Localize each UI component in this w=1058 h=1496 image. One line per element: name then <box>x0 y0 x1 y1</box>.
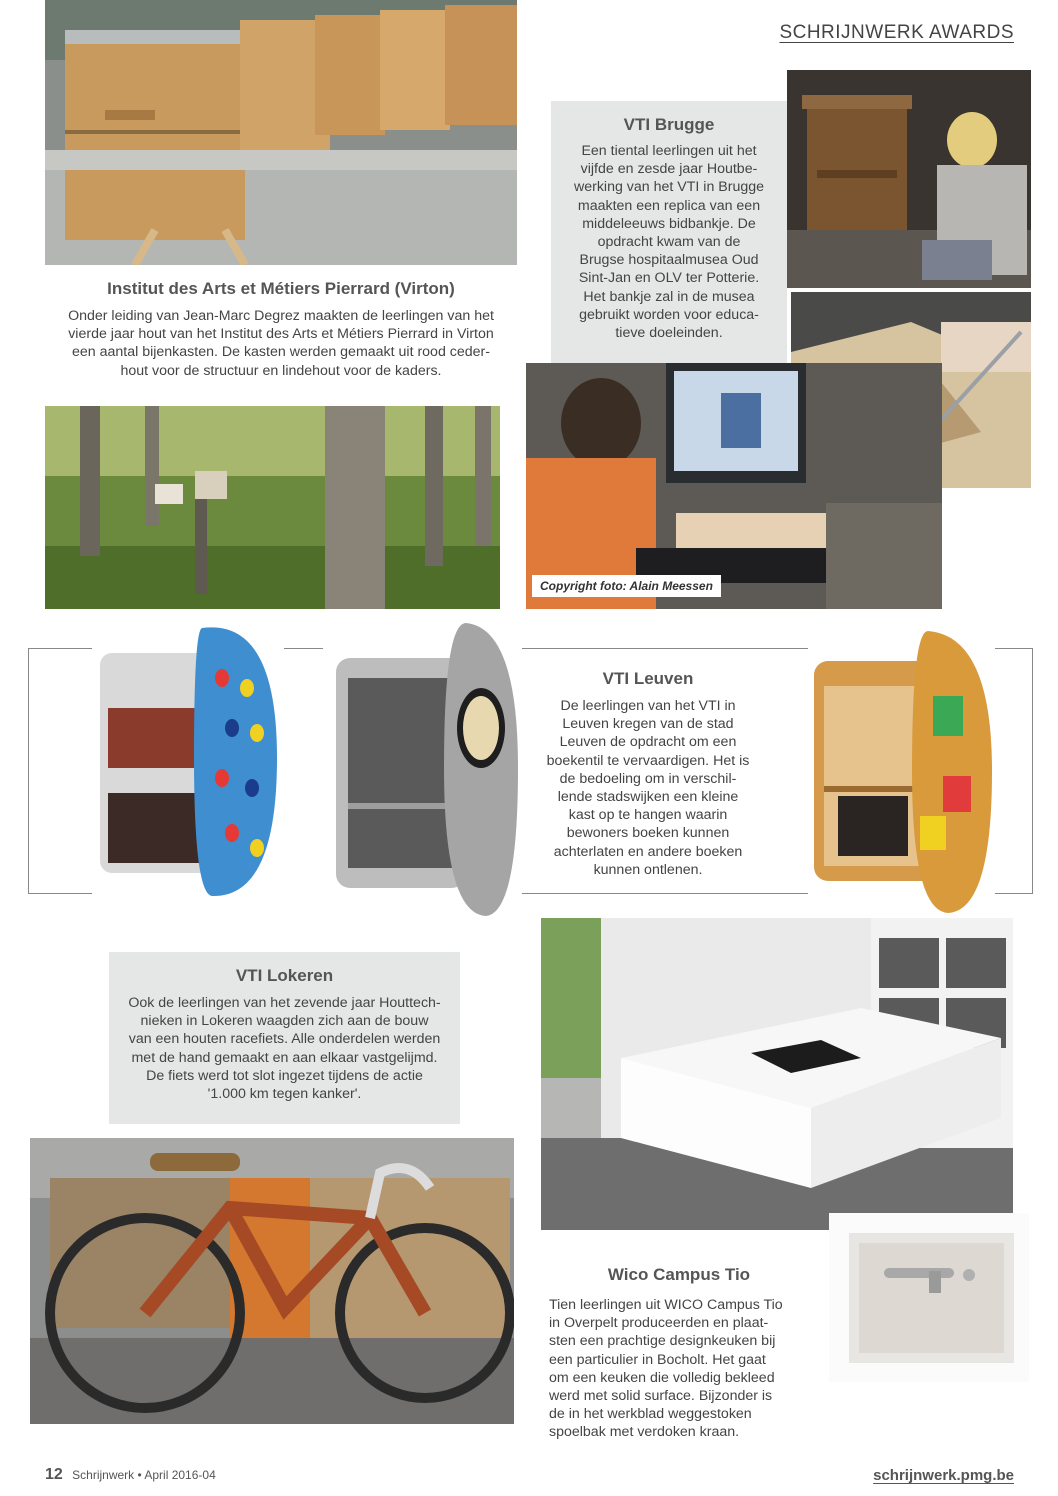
wico-heading: Wico Campus Tio <box>607 1265 751 1284</box>
brugge-heading: VTI Brugge <box>623 115 715 134</box>
brugge-text-box <box>551 101 787 363</box>
wico-text-line: de in het werkblad weggestoken <box>549 1406 752 1423</box>
brugge-text-line: gebruikt worden voor educa- <box>579 306 759 323</box>
lokeren-text-box <box>109 952 460 1124</box>
leuven-text-line: boekentil te vervaardigen. Het is <box>546 752 750 769</box>
beehives-workshop-photo <box>45 0 517 265</box>
lokeren-text-line: Ook de leerlingen van het zevende jaar Houttech- <box>128 995 441 1011</box>
wico-text-line: sten een prachtige designkeuken bij <box>549 1333 776 1350</box>
forest-beehives-photo <box>45 406 500 609</box>
leuven-text-line: kunnen ontlenen. <box>593 861 703 878</box>
wico-text-line: spoelbak met verdoken kraan. <box>549 1424 740 1441</box>
leuven-text-line: achterlaten en andere boeken <box>553 843 743 860</box>
section-label: SCHRIJNWERK AWARDS <box>779 22 1014 43</box>
leuven-text-line: bewoners boeken kunnen <box>566 825 730 842</box>
leuven-text-line: de bedoeling om in verschil- <box>559 770 737 787</box>
virton-text-line: een aantal bijenkasten. De kasten werden gemaakt uit rood ceder- <box>72 344 490 361</box>
wico-text-line: werd met solid surface. Bijzonder is <box>549 1388 773 1405</box>
wico-text-line: in Overpelt produceerden en plaat- <box>549 1315 769 1332</box>
lokeren-heading: VTI Lokeren <box>235 966 334 985</box>
leuven-frame-bottom-left <box>28 893 93 894</box>
leuven-frame-top-mid <box>283 648 323 649</box>
footer-publication <box>45 1466 216 1484</box>
wooden-racebike-photo <box>30 1138 514 1424</box>
wico-text-line: Tien leerlingen uit WICO Campus Tio <box>549 1297 783 1313</box>
wico-text-line: om een keuken die volledig bekleed <box>549 1369 775 1386</box>
leuven-text-line: Leuven kregen van de stad <box>562 716 734 733</box>
leuven-text-line: Leuven de opdracht om een <box>559 734 737 751</box>
leuven-frame-top-right <box>520 648 810 649</box>
leuven-frame-left <box>28 648 29 894</box>
brugge-text-line: vijfde en zesde jaar Houtbe- <box>580 161 758 178</box>
boekentil-grey-photo <box>326 618 522 918</box>
brugge-text-line: Brugse hospitaalmusea Oud <box>579 252 759 269</box>
lokeren-text-line: De fiets werd tot slot ingezet tijdens de actie <box>146 1067 423 1084</box>
leuven-text-line: De leerlingen van het VTI in <box>560 698 736 714</box>
leuven-text-line: lende stadswijken een kleine <box>557 789 739 806</box>
page-number: 12 <box>45 1466 63 1483</box>
leuven-text-line: kast op te hangen waarin <box>568 807 728 824</box>
lokeren-text-line: met de hand gemaakt en aan elkaar vastgelijmd. <box>131 1049 438 1066</box>
boekentil-wooden-photo <box>808 626 995 916</box>
virton-text-line: Onder leiding van Jean-Marc Degrez maakten de leerlingen van het <box>68 308 494 324</box>
leuven-frame-top-left <box>28 648 93 649</box>
brugge-text-line: werking van het VTI in Brugge <box>573 179 765 196</box>
spoelbak-photo <box>829 1213 1029 1382</box>
prayer-bench-photo <box>787 70 1031 288</box>
brugge-text-line: Sint-Jan en OLV ter Potterie. <box>578 270 760 287</box>
leuven-frame-right <box>1032 648 1033 894</box>
brugge-text-line: tieve doeleinden. <box>615 325 723 342</box>
brugge-text-line: Het bankje zal in de musea <box>583 288 755 305</box>
boekentil-balloons-photo <box>92 618 284 904</box>
virton-text-line: hout voor de structuur en lindehout voor de kaders. <box>120 362 442 379</box>
brugge-text-line: opdracht kwam van de <box>597 234 741 251</box>
leuven-heading: VTI Leuven <box>602 669 694 688</box>
brugge-text-line: middeleeuws bidbankje. De <box>582 215 756 232</box>
photo-credit: Copyright foto: Alain Meessen <box>532 575 721 597</box>
leuven-frame-bottom-end <box>993 893 1033 894</box>
brugge-text-line: Een tiental leerlingen uit het <box>581 143 757 159</box>
brugge-text-line: maakten een replica van een <box>577 197 761 214</box>
leuven-frame-top-end <box>993 648 1033 649</box>
student-computer-photo <box>526 363 942 609</box>
designkeuken-photo <box>541 918 1013 1230</box>
leuven-frame-bottom-right <box>520 893 810 894</box>
virton-text-line: vierde jaar hout van het Institut des Arts et Métiers Pierrard in Virton <box>68 326 494 343</box>
lokeren-text-line: van een houten racefiets. Alle onderdelen werden <box>128 1031 441 1048</box>
publication-info: Schrijnwerk • April 2016-04 <box>72 1468 216 1482</box>
lokeren-text-line: nieken in Lokeren waagden zich aan de bouw <box>140 1013 429 1030</box>
wico-text-line: een particulier in Bocholt. Het gaat <box>549 1351 766 1368</box>
lokeren-text-line: '1.000 km tegen kanker'. <box>207 1086 362 1103</box>
website-link[interactable]: schrijnwerk.pmg.be <box>873 1467 1014 1484</box>
virton-heading: Institut des Arts et Métiers Pierrard (Virton) <box>107 279 455 298</box>
